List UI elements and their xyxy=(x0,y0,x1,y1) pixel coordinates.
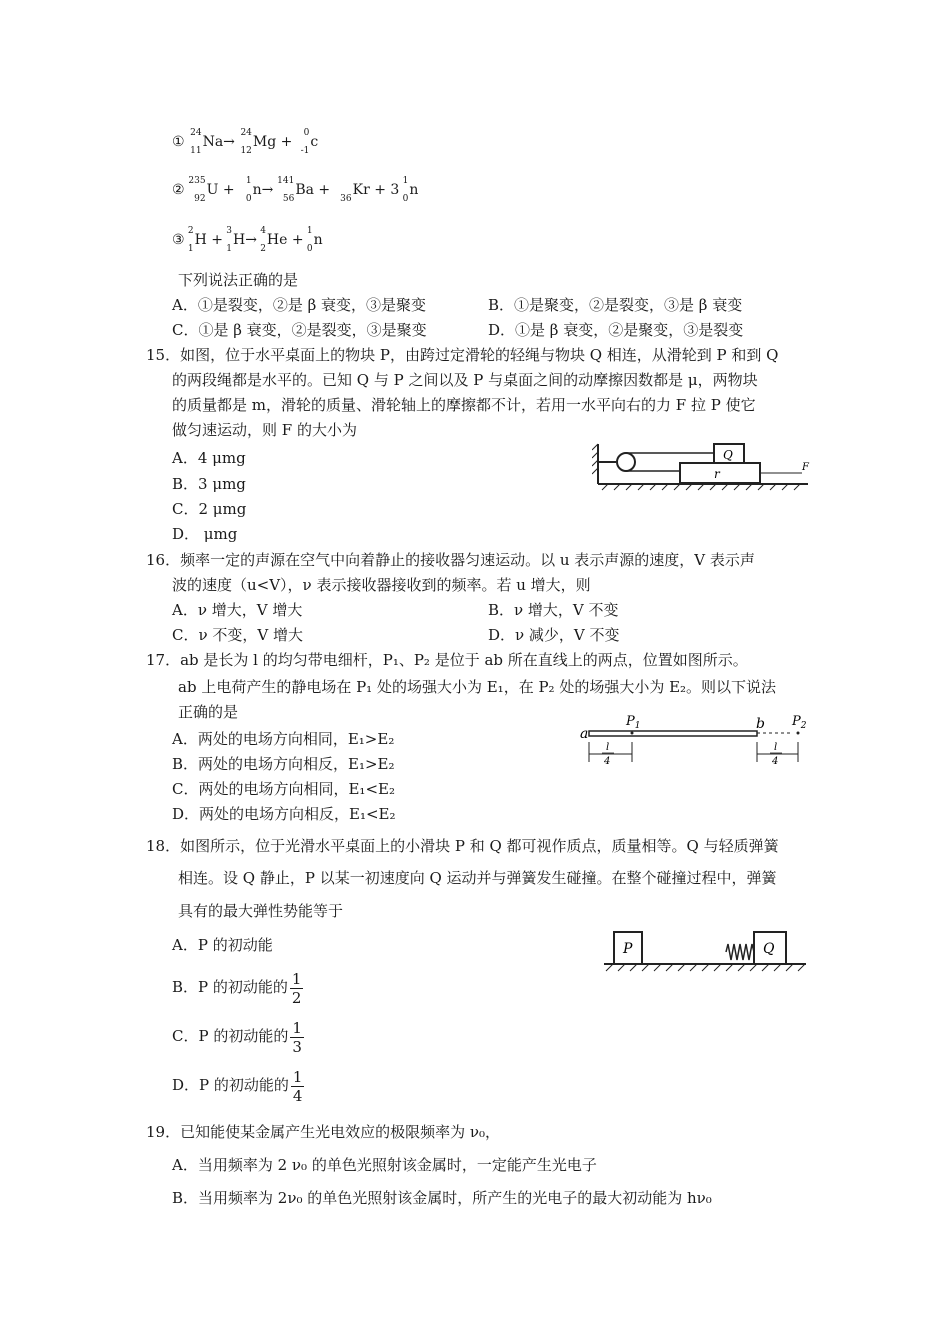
point-p1 xyxy=(631,732,634,735)
q18-line-1: 18．如图所示，位于光滑水平桌面上的小滑块 P 和 Q 都可视作质点，质量相等。Q 与轻质弹簧 xyxy=(146,837,779,855)
reaction-1: ① 24 11 Na→ 24 12 Mg + 0 -1 c xyxy=(172,128,319,156)
q15-option-d: D． μmg xyxy=(172,525,238,543)
q17-option-d: D．两处的电场方向相反，E₁<E₂ xyxy=(172,805,396,823)
reaction-marker: ② xyxy=(172,182,185,198)
nuclide-n: 1 0 xyxy=(402,176,409,204)
nuclide-na: 24 11 xyxy=(190,128,202,156)
q18-option-d: D．P 的初动能的 $\frac{1}{4}$ xyxy=(172,1067,303,1105)
fraction-one-quarter: $\frac{1}{4}$ xyxy=(292,1067,303,1105)
end-b-label: b xyxy=(756,716,765,732)
end-a-label: a xyxy=(580,726,589,742)
nuclide-n: 1 0 xyxy=(306,226,313,254)
q19-option-a: A．当用频率为 2 ν₀ 的单色光照射该金属时，一定能产生光电子 xyxy=(172,1156,597,1174)
dim-left-num: l xyxy=(606,742,610,753)
reaction-2: ② 235 92 U + 1 0 n→ 141 56 Ba + 36 Kr + 3 1 0 n xyxy=(172,176,419,204)
block-p xyxy=(680,463,760,483)
q15-line-2: 的两段绳都是水平的。已知 Q 与 P 之间以及 P 与桌面之间的动摩擦因数都是 μ，两物块 xyxy=(172,371,758,389)
q18-option-b: B．P 的初动能的 $\frac{1}{2}$ xyxy=(172,969,302,1007)
q16-option-b: B．ν 增大，V 不变 xyxy=(488,601,619,619)
arrow-icon: → xyxy=(261,182,274,198)
q17-option-b: B．两处的电场方向相反，E₁>E₂ xyxy=(172,755,395,773)
block-q-label: Q xyxy=(763,941,775,957)
table-hatching xyxy=(606,964,805,971)
q17-rod-figure xyxy=(576,710,812,770)
block-p-label: r xyxy=(714,467,720,481)
q15-option-b: B．3 μmg xyxy=(172,475,246,493)
arrow-icon: → xyxy=(223,134,235,150)
point-p2-label: $P_2$ xyxy=(792,714,807,731)
q16-line-1: 16．频率一定的声源在空气中向着静止的接收器匀速运动。以 u 表示声源的速度，V 表示声 xyxy=(146,551,755,569)
point-p1-label: $P_1$ xyxy=(626,714,641,731)
q17-line-2: ab 上电荷产生的静电场在 P₁ 处的场强大小为 E₁，在 P₂ 处的场强大小为 E₂。则以下说法 xyxy=(178,678,777,696)
q16-option-a: A．ν 增大，V 增大 xyxy=(172,601,303,619)
nuclide-ba: 141 56 xyxy=(277,176,295,204)
q17-option-c: C．两处的电场方向相同，E₁<E₂ xyxy=(172,780,395,798)
nuclide-he: 4 2 xyxy=(260,226,266,254)
reaction-3: ③ 2 1 H + 3 1 H→ 4 2 He + 1 0 n xyxy=(172,226,323,254)
fraction-one-half: $\frac{1}{2}$ xyxy=(291,969,302,1007)
nuclide-kr: 36 xyxy=(340,194,352,204)
nuclide-u: 235 92 xyxy=(188,176,206,204)
q16-option-c: C．ν 不变，V 增大 xyxy=(172,626,303,644)
reaction-marker: ① xyxy=(172,134,185,150)
q18-spring-figure xyxy=(600,926,810,978)
q19-option-b: B．当用频率为 2ν₀ 的单色光照射该金属时，所产生的光电子的最大初动能为 hν₀ xyxy=(172,1189,712,1207)
q14-option-b: B．①是聚变，②是裂变，③是 β 衰变 xyxy=(488,296,743,314)
pulley-icon xyxy=(617,453,635,471)
q14-stem: 下列说法正确的是 xyxy=(178,271,299,289)
q17-line-1: 17．ab 是长为 l 的均匀带电细杆，P₁、P₂ 是位于 ab 所在直线上的两点，位置如图所示。 xyxy=(146,651,748,669)
q17-line-3: 正确的是 xyxy=(178,703,239,721)
dim-left-den: 4 xyxy=(604,756,611,767)
q15-option-c: C．2 μmg xyxy=(172,500,247,518)
nuclide-h2: 2 1 xyxy=(187,226,194,254)
q14-option-d: D．①是 β 衰变，②是聚变，③是裂变 xyxy=(488,321,744,339)
block-q-label: Q xyxy=(723,448,733,462)
q17-option-a: A．两处的电场方向相同，E₁>E₂ xyxy=(172,730,395,748)
q15-line-3: 的质量都是 m，滑轮的质量、滑轮轴上的摩擦都不计，若用一水平向右的力 F 拉 P 使它 xyxy=(172,396,756,414)
q15-pulley-figure xyxy=(592,440,814,492)
dim-right-den: 4 xyxy=(772,756,779,767)
q16-option-d: D．ν 减少，V 不变 xyxy=(488,626,620,644)
q14-option-c: C．①是 β 衰变，②是裂变，③是聚变 xyxy=(172,321,427,339)
q18-line-3: 具有的最大弹性势能等于 xyxy=(178,902,344,920)
dim-right-num: l xyxy=(774,742,778,753)
q15-option-a: A．4 μmg xyxy=(172,449,246,467)
arrow-icon: → xyxy=(245,232,257,248)
q18-line-2: 相连。设 Q 静止，P 以某一初速度向 Q 运动并与弹簧发生碰撞。在整个碰撞过程中，弹簧 xyxy=(178,869,777,887)
force-label: F xyxy=(802,462,809,473)
nuclide-h3: 3 1 xyxy=(226,226,232,254)
charged-rod xyxy=(589,731,757,736)
nuclide-e: 0 -1 xyxy=(300,128,310,156)
q18-option-a: A．P 的初动能 xyxy=(172,936,273,954)
q15-line-4: 做匀速运动，则 F 的大小为 xyxy=(172,421,357,439)
fraction-one-third: $\frac{1}{3}$ xyxy=(292,1018,302,1056)
q15-line-1: 15．如图，位于水平桌面上的物块 P，由跨过定滑轮的轻绳与物块 Q 相连，从滑轮到 P 和到 Q xyxy=(146,346,779,364)
point-p2 xyxy=(797,732,800,735)
reaction-marker: ③ xyxy=(172,232,185,248)
nuclide-n: 1 0 xyxy=(245,176,252,204)
q14-option-a: A．①是裂变，②是 β 衰变，③是聚变 xyxy=(172,296,427,314)
spring-icon xyxy=(726,944,754,960)
nuclide-mg: 24 12 xyxy=(240,128,252,156)
q16-line-2: 波的速度（u<V），ν 表示接收器接收到的频率。若 u 增大，则 xyxy=(172,576,591,594)
q18-option-c: C．P 的初动能的 $\frac{1}{3}$ xyxy=(172,1018,302,1056)
q19-line-1: 19．已知能使某金属产生光电效应的极限频率为 ν₀， xyxy=(146,1123,500,1141)
block-p-label: P xyxy=(623,941,633,957)
